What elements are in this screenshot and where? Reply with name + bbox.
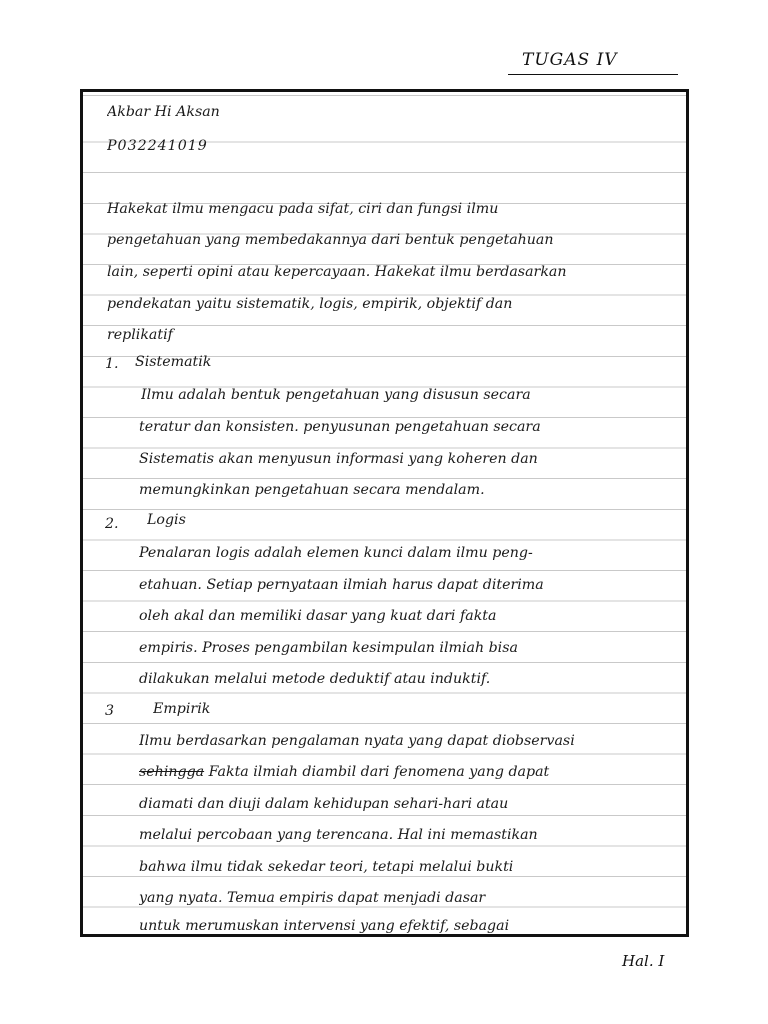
section-line-with-strike	[139, 758, 689, 786]
section-line: untuk merumuskan intervensi yang efektif, sebagai	[139, 918, 510, 934]
struck-word: sehingga	[139, 764, 205, 780]
section-title: Empirik	[153, 701, 211, 717]
intro-line: pengetahuan yang membedakannya dari bentuk pengetahuan	[107, 232, 554, 248]
section-line: yang nyata. Temua empiris dapat menjadi dasar	[139, 890, 486, 906]
page-number: Hal. I	[622, 952, 665, 970]
lined-paper-sheet	[80, 89, 689, 937]
header-underline	[508, 74, 678, 75]
section-title: Logis	[147, 512, 186, 528]
intro-line: Hakekat ilmu mengacu pada sifat, ciri dan fungsi ilmu	[107, 201, 499, 217]
section-line: memungkinkan pengetahuan secara mendalam.	[139, 482, 485, 498]
header-title: TUGAS IV	[522, 50, 618, 70]
section-line: Ilmu adalah bentuk pengetahuan yang disusun secara	[141, 387, 531, 403]
section-line: Ilmu berdasarkan pengalaman nyata yang dapat diobservasi	[139, 733, 575, 749]
section-line: bahwa ilmu tidak sekedar teori, tetapi melalui bukti	[139, 859, 514, 875]
section-number: 1.	[105, 356, 119, 372]
section-line: melalui percobaan yang terencana. Hal ini memastikan	[139, 827, 538, 843]
section-line: teratur dan konsisten. penyusunan pengetahuan secara	[139, 419, 541, 435]
section-title: Sistematik	[135, 354, 212, 370]
section-line: diamati dan diuji dalam kehidupan sehari-hari atau	[139, 796, 509, 812]
author-name: Akbar Hi Aksan	[107, 104, 220, 120]
section-line: oleh akal dan memiliki dasar yang kuat dari fakta	[139, 608, 497, 624]
intro-line: replikatif	[107, 327, 173, 343]
section-line: Penalaran logis adalah elemen kunci dalam ilmu peng-	[139, 545, 533, 561]
intro-line: lain, seperti opini atau kepercayaan. Hakekat ilmu berdasarkan	[107, 264, 567, 280]
section-line-text: Fakta ilmiah diambil dari fenomena yang dapat	[208, 764, 550, 780]
section-number: 2.	[105, 516, 119, 532]
section-number: 3	[105, 703, 115, 719]
section-line: dilakukan melalui metode deduktif atau induktif.	[139, 671, 491, 687]
intro-line: pendekatan yaitu sistematik, logis, empirik, objektif dan	[107, 296, 513, 312]
section-line: Sistematis akan menyusun informasi yang koheren dan	[139, 451, 538, 467]
section-line: empiris. Proses pengambilan kesimpulan ilmiah bisa	[139, 640, 518, 656]
student-id: P032241019	[107, 138, 208, 154]
section-line: etahuan. Setiap pernyataan ilmiah harus dapat diterima	[139, 577, 544, 593]
